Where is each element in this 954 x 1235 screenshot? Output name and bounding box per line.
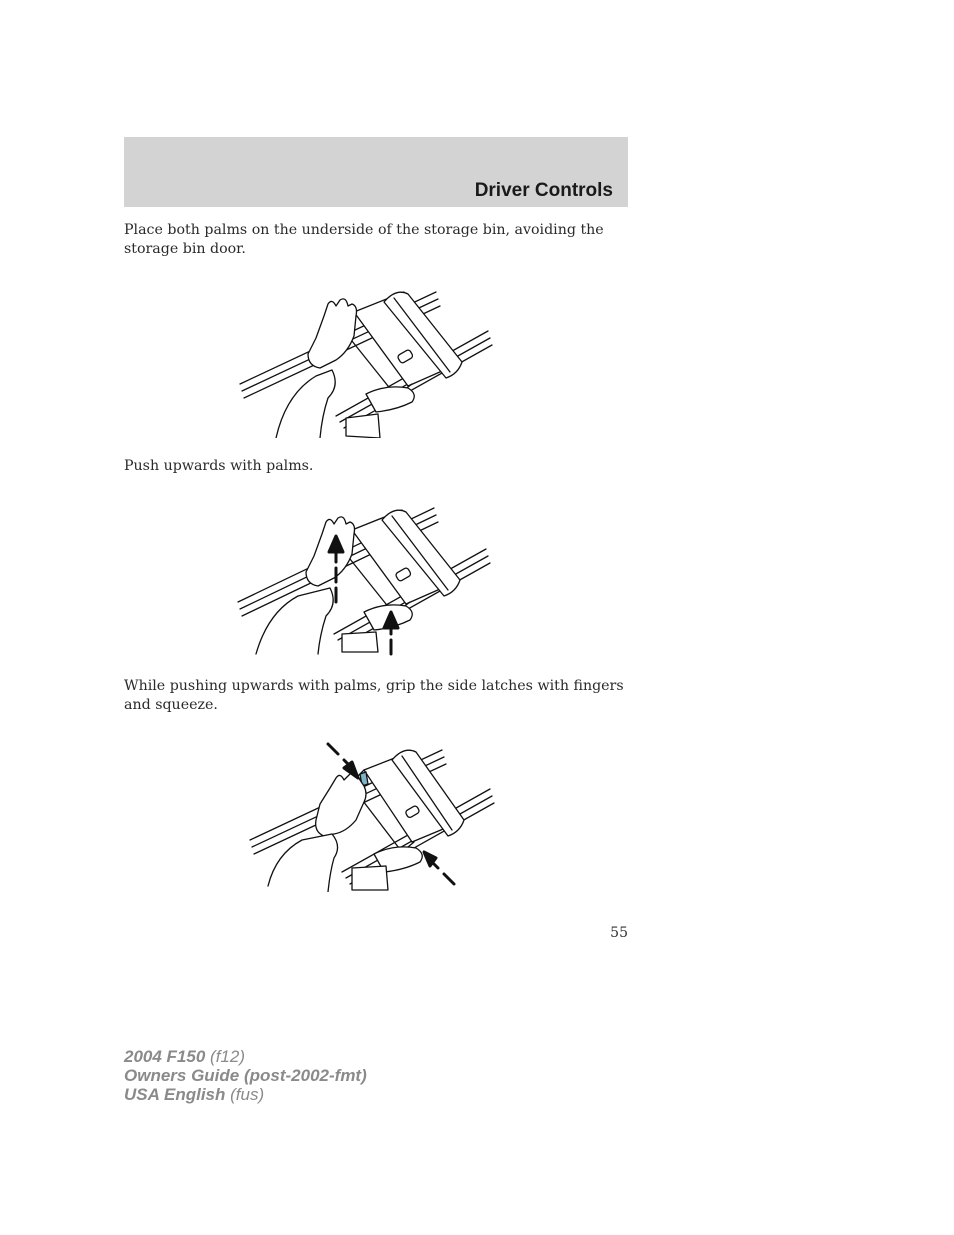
footer-language-code: (fus) <box>230 1085 265 1104</box>
footer-line-1 <box>124 1047 367 1066</box>
footer-model: 2004 F150 <box>124 1047 206 1066</box>
instruction-paragraph-2: Push upwards with palms. <box>124 458 314 474</box>
section-title: Driver Controls <box>474 180 613 201</box>
storage-bin <box>338 510 460 614</box>
figure-grip-side-latches <box>246 736 498 892</box>
right-hand <box>352 847 422 890</box>
footer-line-3 <box>124 1085 367 1104</box>
page-number: 55 <box>610 925 628 941</box>
section-header-band <box>124 137 628 207</box>
instruction-paragraph-3: While pushing upwards with palms, grip the side latches with fingers and squeeze. <box>124 678 624 713</box>
footer-line-2 <box>124 1066 367 1085</box>
right-hand <box>342 605 412 652</box>
figure-push-upwards <box>234 492 494 656</box>
figure-palms-on-storage-bin <box>236 276 496 438</box>
footer-guide-title: Owners Guide (post-2002-fmt) <box>124 1066 367 1085</box>
squeeze-arrow-upper <box>328 744 358 778</box>
document-footer <box>124 1047 367 1104</box>
left-hand <box>276 299 357 438</box>
footer-model-code: (f12) <box>210 1047 245 1066</box>
footer-language: USA English <box>124 1085 226 1104</box>
instruction-paragraph-1: Place both palms on the underside of the storage bin, avoiding the storage bin door. <box>124 222 604 257</box>
squeeze-arrow-lower <box>424 852 454 884</box>
